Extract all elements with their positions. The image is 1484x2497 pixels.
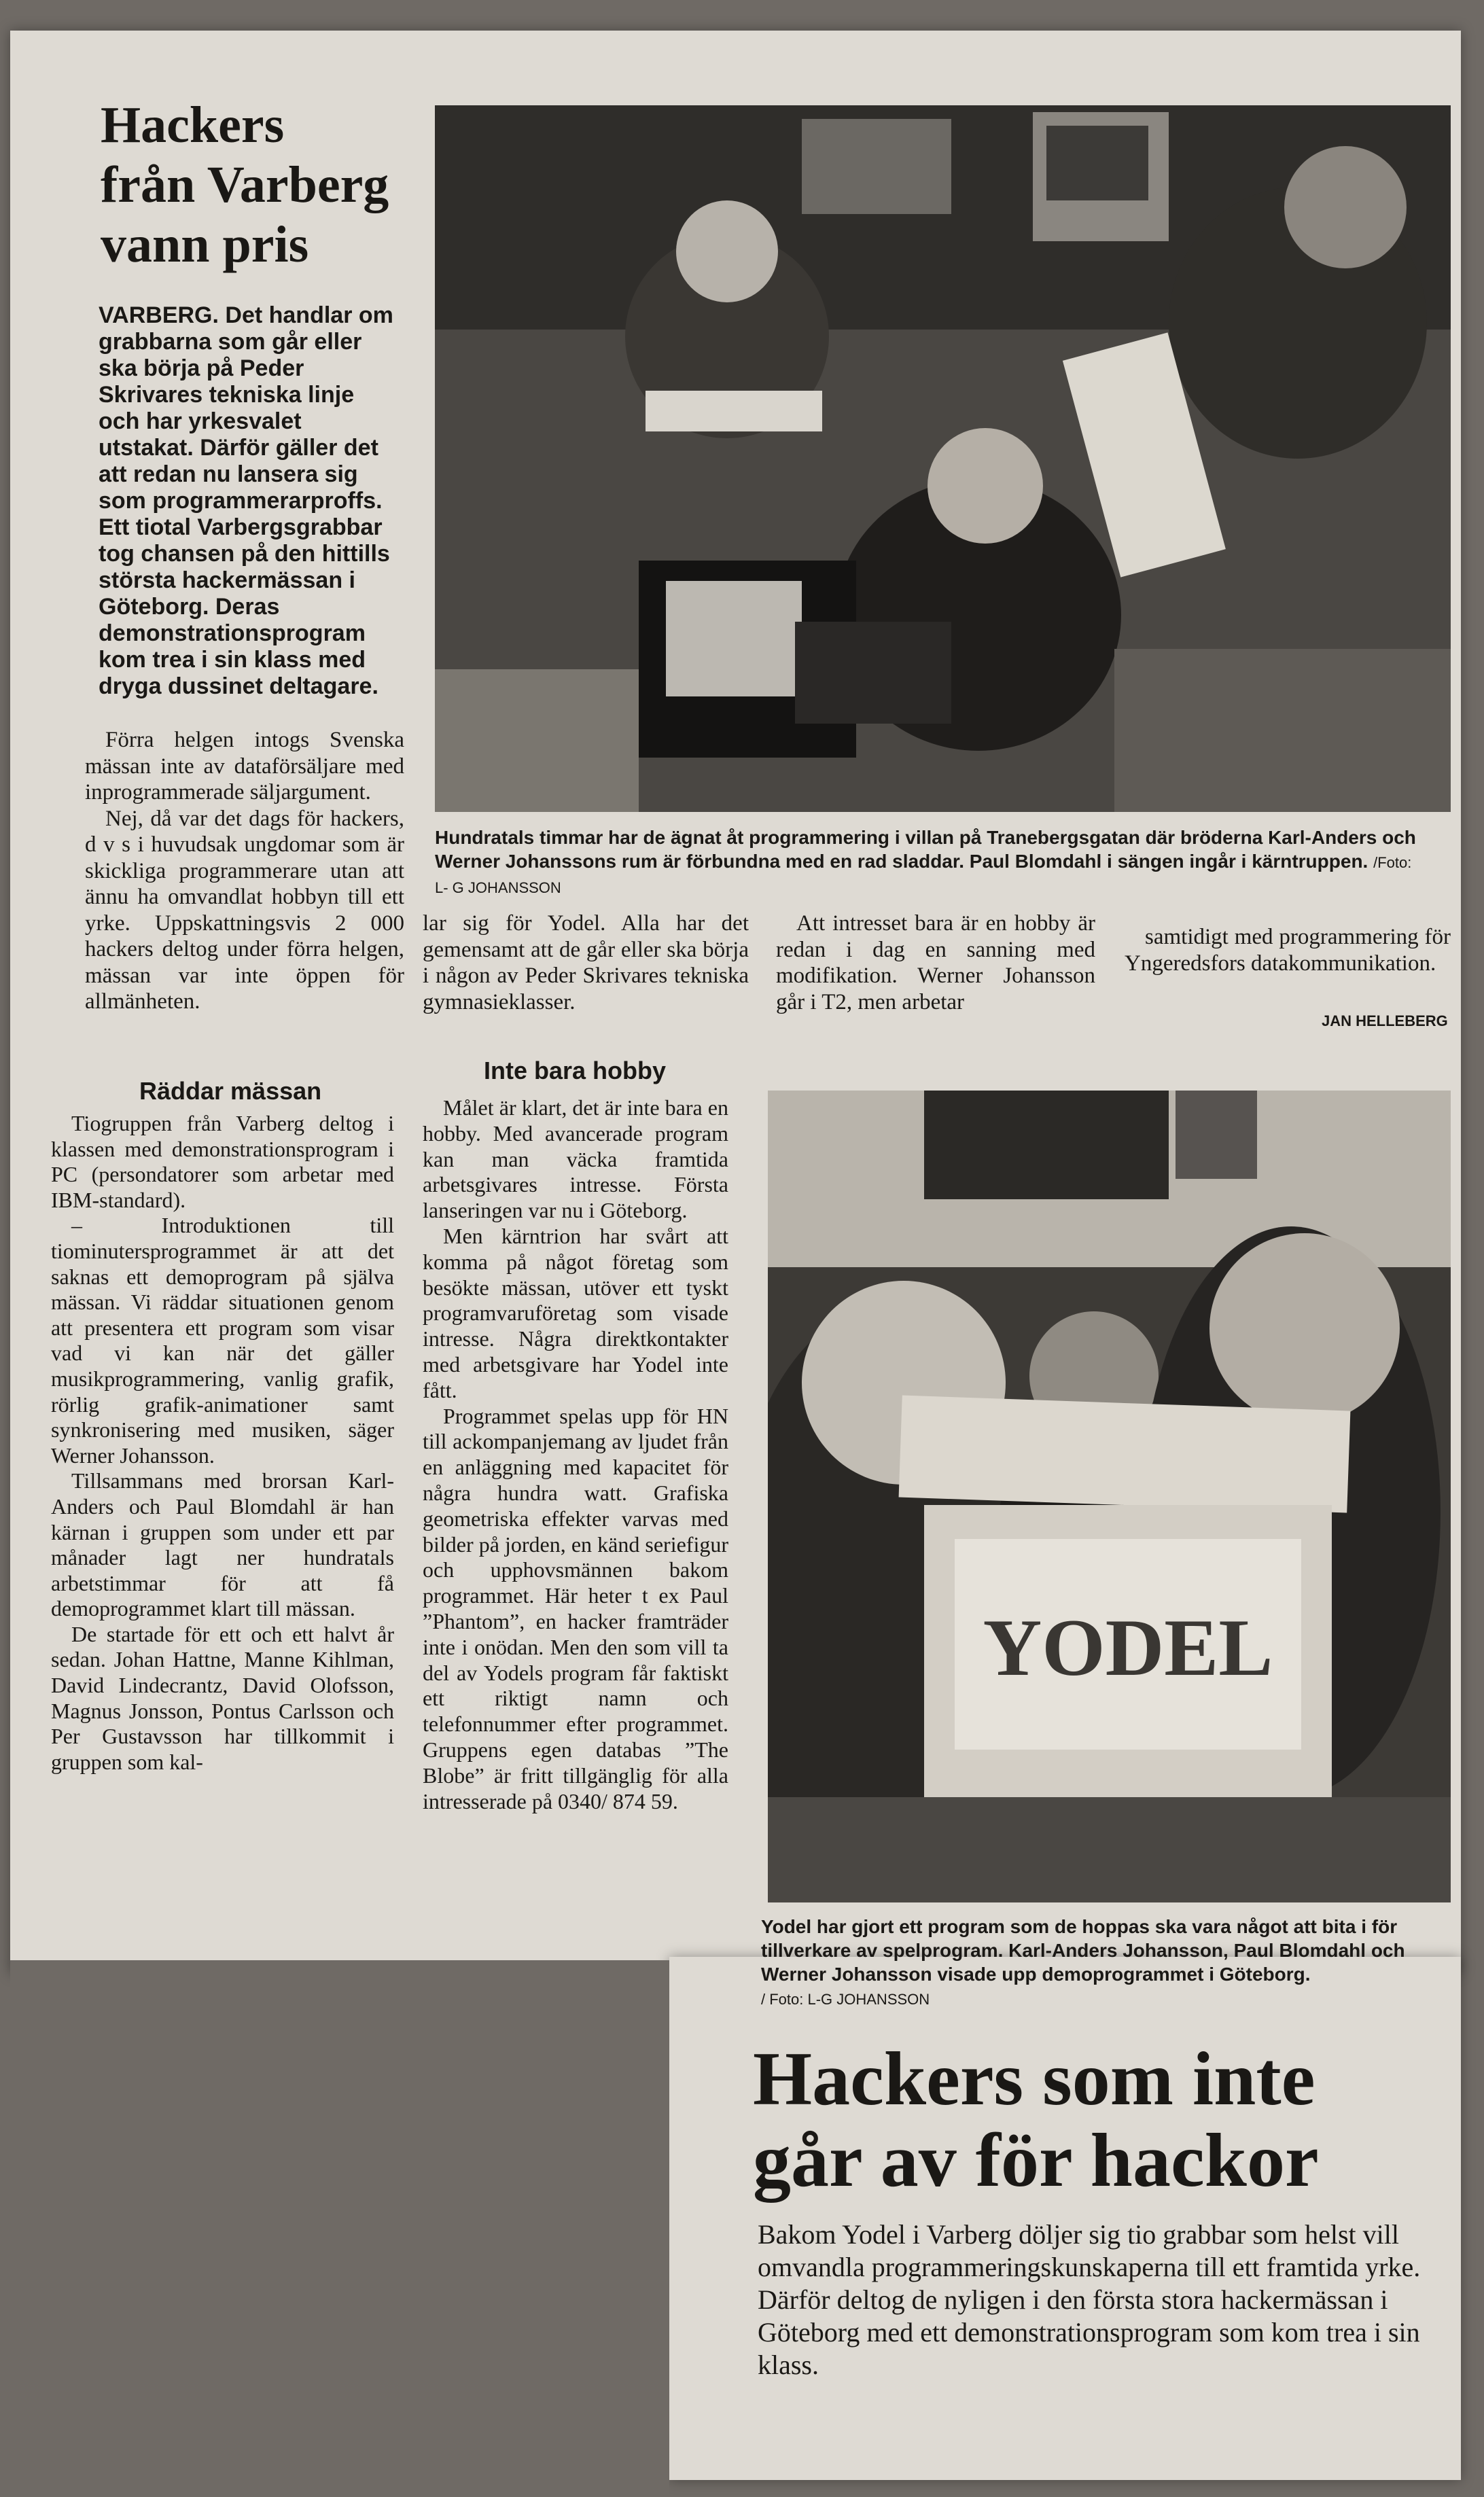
yodel-screen-text: YODEL bbox=[983, 1602, 1273, 1693]
paragraph: Tillsammans med brorsan Karl-Anders och Paul Blomdahl är han kärnan i gruppen som under ett par månader lagt ner hundratals arbetstimmar för att få demoprogrammet klart till mässan. bbox=[51, 1468, 394, 1621]
article2-headline bbox=[753, 2038, 1460, 2201]
article2-lead: Bakom Yodel i Varberg döljer sig tio grabbar som helst vill omvandla programmeringskunskaperna till ett framtida yrke. Därför deltog de nyligen i den första stora hackermässan i Göteborg med ett demonstrationsprogram som kom trea i sin klass. bbox=[758, 2219, 1421, 2380]
photo-yodel-group bbox=[768, 1091, 1451, 1902]
photo2-credit: / Foto: L-G JOHANSSON bbox=[761, 1991, 930, 2008]
photo1-caption-text: Hundratals timmar har de ägnat åt programmering i villan på Tranebergsgatan där bröderna Karl-Anders och Werner Johanssons rum är förbundna med en rad sladdar. Paul Blomdahl i sängen ingår i kärntruppen. bbox=[435, 827, 1416, 872]
article1-column1b bbox=[51, 1111, 394, 1775]
paragraph: De startade för ett och ett halvt år sedan. Johan Hattne, Manne Kihlman, David Lindecrantz, David Olofsson, Magnus Jonsson, Pontus Carlsson och Per Gustavsson har tillkommit i gruppen som kal- bbox=[51, 1621, 394, 1774]
torn-gap bbox=[10, 1960, 669, 2497]
photo1-credit: /Foto: L- G JOHANSSON bbox=[435, 854, 1412, 896]
headline-line: från Varberg bbox=[101, 156, 389, 213]
paragraph: Förra helgen intogs Svenska mässan inte av dataförsäljare med inprogrammerade säljargument. bbox=[85, 728, 404, 804]
paragraph: Programmet spelas upp för HN till ackompanjemang av ljudet från en anläggning med kapacitet för några hundra watt. Grafiska geometriska effekter varvas med bilder på jorden, en känd seriefigur och upphovsmännen bakom programmet. Här heter t ex Paul ”Phantom”, en hacker framträder inte i onödan. Men den som vill ta del av Yodels program får faktiskt ett riktigt namn och telefonnummer efter programmet. Gruppens egen databas ”The Blobe” är fritt tillgänglig för alla intresserade på 0340/ 874 59. bbox=[423, 1403, 728, 1813]
article1-column4 bbox=[1125, 924, 1451, 976]
headline-line: Hackers som inte bbox=[753, 2037, 1315, 2121]
paragraph: – Introduktionen till tiominutersprogrammet är att det saknas ett demoprogram på själva mässan. Vi räddar situationen genom att presentera ett program som visar vad vi kan när det gäller musikprogrammering, vanlig grafik, rörlig grafik-animationer samt synkronisering med musiken, säger Werner Johansson. bbox=[51, 1213, 394, 1468]
paragraph: Målet är klart, det är inte bara en hobby. Med avancerade program kan man väcka framtida arbetsgivares intresse. Första lanseringen var nu i Göteborg. bbox=[423, 1095, 728, 1223]
paragraph: Men kärntrion har svårt att komma på något företag som besökte mässan, utöver ett tyskt programvaruföretag som visade intresse. Några direktkontakter med arbetsgivare har Yodel inte fått. bbox=[423, 1223, 728, 1402]
paragraph: samtidigt med programmering för Yngeredsfors datakommunikation. bbox=[1125, 925, 1451, 976]
photo2-caption-text: Yodel har gjort ett program som de hoppas ska vara något att bita i för tillverkare av spelprogram. Karl-Anders Johansson, Paul Blomdahl och Werner Johansson visade upp demoprogrammet i Göteborg. bbox=[761, 1916, 1405, 1985]
photo-programmers-room bbox=[435, 105, 1451, 812]
subhead-inte-bara-hobby: Inte bara hobby bbox=[484, 1057, 667, 1084]
byline: JAN HELLEBERG bbox=[1322, 1012, 1448, 1029]
paragraph: Nej, då var det dags för hackers, d v s i huvudsak ungdomar som är skickliga programmerare utan att ännu ha omvandlat hobbyn till ett yrke. Uppskattningsvis 2 000 hackers deltog under förra helgen, mässan var inte öppen för allmänheten. bbox=[85, 806, 404, 1014]
article1-headline bbox=[101, 95, 440, 275]
headline-line: vann pris bbox=[101, 216, 309, 273]
article1-column1 bbox=[85, 727, 404, 1015]
article1-column2 bbox=[423, 1095, 728, 1814]
paragraph: Tiogruppen från Varberg deltog i klassen med demonstrationsprogram i PC (persondatorer som arbetar med IBM-standard). bbox=[51, 1111, 394, 1212]
subhead-raddar-massan: Räddar mässan bbox=[139, 1077, 322, 1105]
headline-line: går av för hackor bbox=[753, 2119, 1319, 2203]
article1-lead: VARBERG. Det handlar om grabbarna som går eller ska börja på Peder Skrivares tekniska linje och har yrkesvalet utstakat. Därför gäller det att redan nu lansera sig som programmerarproffs. Ett tiotal Varbergsgrabbar tog chansen på den hittills största hackermässan i Göteborg. Deras demonstrationsprogram kom trea i sin klass med dryga dussinet deltagare. bbox=[99, 302, 393, 699]
headline-line: Hackers bbox=[101, 96, 285, 154]
photo2-caption bbox=[761, 1915, 1447, 2011]
paragraph: Att intresset bara är en hobby är redan i dag en sanning med modifikation. Werner Johansson går i T2, men arbetar bbox=[776, 911, 1095, 1014]
photo1-caption bbox=[435, 826, 1427, 900]
article1-column2-top bbox=[423, 910, 749, 1015]
article1-column3 bbox=[776, 910, 1095, 1015]
paragraph: lar sig för Yodel. Alla har det gemensamt att de går eller ska börja i någon av Peder Skrivares tekniska gymnasieklasser. bbox=[423, 911, 749, 1014]
